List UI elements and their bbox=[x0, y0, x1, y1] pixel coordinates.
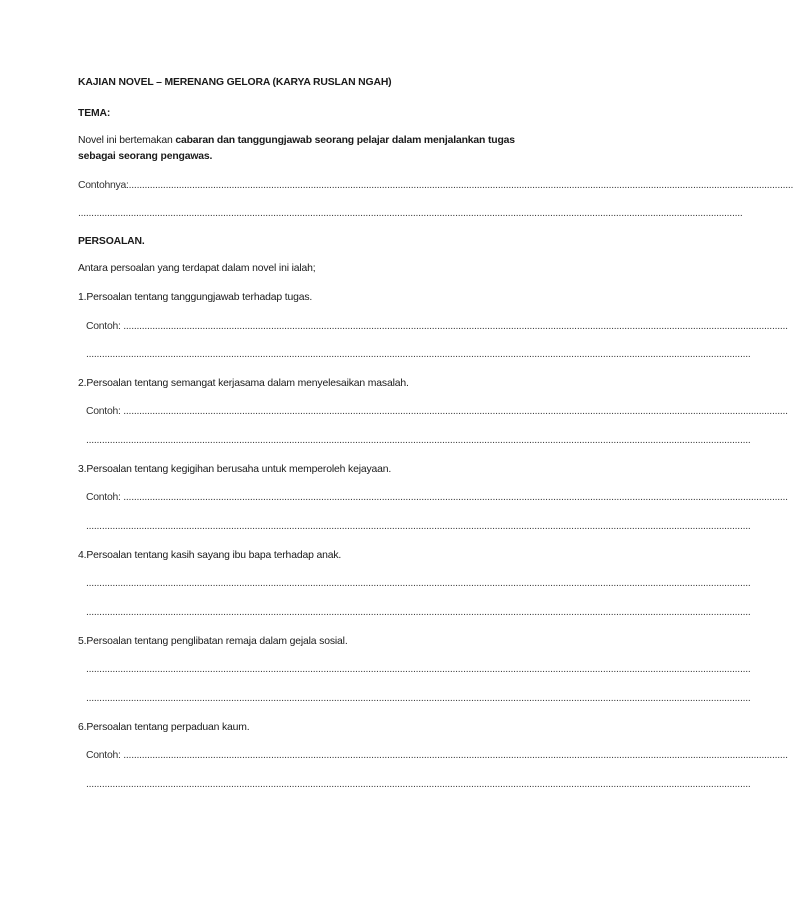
answer-dots: ............................................................................................................................................................................................................................................................ bbox=[123, 492, 788, 503]
answer-dots: ............................................................................................................................................................................................................................................................ bbox=[123, 750, 788, 761]
example-label: Contoh: bbox=[86, 321, 124, 332]
example-label: Contoh: bbox=[86, 406, 124, 417]
tema-example-line[interactable] bbox=[78, 179, 793, 192]
page-title: KAJIAN NOVEL – MERENANG GELORA (KARYA RUSLAN NGAH) bbox=[78, 77, 392, 88]
item-3-answer-line[interactable]: ............................................................................................................................................................................................................................................................ bbox=[86, 521, 751, 532]
tema-bold-text: cabaran dan tanggungjawab seorang pelajar dalam menjalankan tugas bbox=[175, 135, 515, 146]
persoalan-heading: PERSOALAN. bbox=[78, 236, 145, 247]
item-1-example-line[interactable] bbox=[86, 320, 788, 333]
item-5-answer-line-1[interactable]: ............................................................................................................................................................................................................................................................ bbox=[86, 664, 751, 675]
persoalan-item-3: 3.Persoalan tentang kegigihan berusaha untuk memperoleh kejayaan. bbox=[78, 464, 392, 475]
persoalan-item-4: 4.Persoalan tentang kasih sayang ibu bapa terhadap anak. bbox=[78, 550, 342, 561]
item-3-example-line[interactable] bbox=[86, 491, 788, 504]
tema-intro: Novel ini bertemakan bbox=[78, 135, 176, 146]
tema-answer-line[interactable]: ............................................................................................................................................................................................................................................................ bbox=[78, 208, 743, 219]
answer-dots: ............................................................................................................................................................................................................................................................ bbox=[128, 180, 793, 191]
item-2-answer-line[interactable]: ............................................................................................................................................................................................................................................................ bbox=[86, 435, 751, 446]
persoalan-intro: Antara persoalan yang terdapat dalam novel ini ialah; bbox=[78, 263, 316, 274]
answer-dots: ............................................................................................................................................................................................................................................................ bbox=[123, 406, 788, 417]
item-4-answer-line-1[interactable]: ............................................................................................................................................................................................................................................................ bbox=[86, 578, 751, 589]
item-2-example-line[interactable] bbox=[86, 405, 788, 418]
example-label: Contoh: bbox=[86, 492, 124, 503]
item-6-example-line[interactable] bbox=[86, 749, 788, 762]
item-1-answer-line[interactable]: ............................................................................................................................................................................................................................................................ bbox=[86, 349, 751, 360]
persoalan-item-2: 2.Persoalan tentang semangat kerjasama dalam menyelesaikan masalah. bbox=[78, 378, 409, 389]
tema-text-line2: sebagai seorang pengawas. bbox=[78, 151, 213, 162]
answer-dots: ............................................................................................................................................................................................................................................................ bbox=[123, 321, 788, 332]
item-4-answer-line-2[interactable]: ............................................................................................................................................................................................................................................................ bbox=[86, 607, 751, 618]
persoalan-item-5: 5.Persoalan tentang penglibatan remaja dalam gejala sosial. bbox=[78, 636, 348, 647]
item-5-answer-line-2[interactable]: ............................................................................................................................................................................................................................................................ bbox=[86, 693, 751, 704]
example-label: Contoh: bbox=[86, 750, 124, 761]
persoalan-item-1: 1.Persoalan tentang tanggungjawab terhadap tugas. bbox=[78, 292, 313, 303]
tema-text-line1 bbox=[78, 134, 515, 147]
tema-example-label: Contohnya: bbox=[78, 180, 129, 191]
item-6-answer-line[interactable]: ............................................................................................................................................................................................................................................................ bbox=[86, 779, 751, 790]
persoalan-item-6: 6.Persoalan tentang perpaduan kaum. bbox=[78, 722, 250, 733]
tema-heading: TEMA: bbox=[78, 108, 111, 119]
